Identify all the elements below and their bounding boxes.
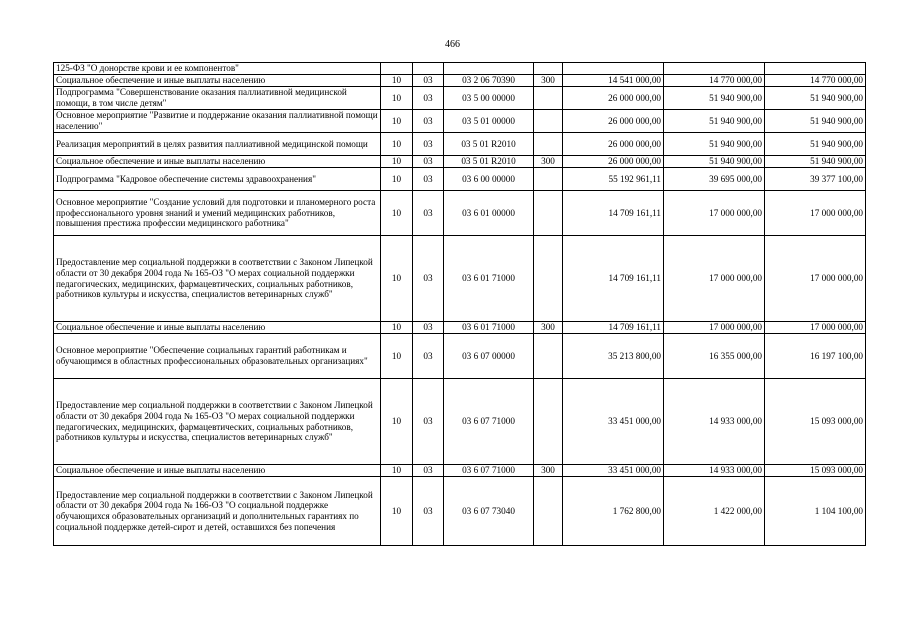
cell-name: Предоставление мер социальной поддержки в соответствии с Законом Липецкой области от 30 декабря 2004 года № 166-ОЗ "О социальной поддержке обучающихся образовательных организаций и дополнительных гарантиях по социальной поддержке детей-сирот и детей, оставшихся без попечения: [54, 477, 381, 546]
cell-amount-year-3: 51 940 900,00: [765, 110, 866, 133]
cell-expense-type: [534, 379, 563, 465]
cell-target-article: 03 6 07 00000: [444, 334, 534, 379]
table-row: [54, 465, 866, 477]
cell-subsection: 03: [413, 156, 444, 168]
cell-expense-type: [534, 87, 563, 110]
cell-amount-year-1: 14 709 161,11: [563, 236, 664, 322]
cell-expense-type: [534, 191, 563, 236]
cell-subsection: 03: [413, 379, 444, 465]
cell-amount-year-3: 17 000 000,00: [765, 191, 866, 236]
cell-amount-year-3: 51 940 900,00: [765, 87, 866, 110]
cell-amount-year-1: 1 762 800,00: [563, 477, 664, 546]
table-body: [54, 63, 866, 546]
cell-amount-year-1: 33 451 000,00: [563, 465, 664, 477]
cell-section: 10: [381, 477, 413, 546]
cell-amount-year-2: 14 770 000,00: [664, 75, 765, 87]
cell-amount-year-2: 16 355 000,00: [664, 334, 765, 379]
cell-amount-year-2: 14 933 000,00: [664, 379, 765, 465]
cell-section: 10: [381, 379, 413, 465]
cell-target-article: 03 6 07 71000: [444, 379, 534, 465]
cell-amount-year-2: 51 940 900,00: [664, 110, 765, 133]
cell-amount-year-1: 55 192 961,11: [563, 168, 664, 191]
table-row: [54, 168, 866, 191]
cell-amount-year-1: 35 213 800,00: [563, 334, 664, 379]
cell-amount-year-1: 14 541 000,00: [563, 75, 664, 87]
cell-section: [381, 63, 413, 75]
cell-section: 10: [381, 465, 413, 477]
table-row: [54, 191, 866, 236]
cell-name: Основное мероприятие "Развитие и поддержание оказания паллиативной помощи населению": [54, 110, 381, 133]
cell-section: 10: [381, 334, 413, 379]
cell-target-article: 03 6 00 00000: [444, 168, 534, 191]
table-row: [54, 156, 866, 168]
cell-name: 125-ФЗ "О донорстве крови и ее компонентов": [54, 63, 381, 75]
cell-name: Предоставление мер социальной поддержки в соответствии с Законом Липецкой области от 30 декабря 2004 года № 165-ОЗ "О мерах социальной поддержки педагогических, медицинских, фармацевтических, социальных работников, работников культуры и искусства, специалистов ветеринарных служб": [54, 379, 381, 465]
cell-target-article: 03 5 01 00000: [444, 110, 534, 133]
cell-name: Социальное обеспечение и иные выплаты населению: [54, 322, 381, 334]
cell-name: Социальное обеспечение и иные выплаты населению: [54, 465, 381, 477]
cell-amount-year-3: 15 093 000,00: [765, 465, 866, 477]
budget-table: [53, 62, 866, 546]
cell-subsection: [413, 63, 444, 75]
table-row: [54, 63, 866, 75]
cell-section: 10: [381, 322, 413, 334]
cell-amount-year-3: [765, 63, 866, 75]
cell-amount-year-3: 1 104 100,00: [765, 477, 866, 546]
cell-amount-year-1: 14 709 161,11: [563, 191, 664, 236]
cell-amount-year-3: 39 377 100,00: [765, 168, 866, 191]
cell-expense-type: [534, 236, 563, 322]
cell-amount-year-2: 39 695 000,00: [664, 168, 765, 191]
cell-amount-year-2: 17 000 000,00: [664, 191, 765, 236]
table-row: [54, 236, 866, 322]
table-row: [54, 75, 866, 87]
cell-amount-year-1: 26 000 000,00: [563, 87, 664, 110]
cell-name: Реализация мероприятий в целях развития паллиативной медицинской помощи: [54, 133, 381, 156]
cell-target-article: 03 6 01 00000: [444, 191, 534, 236]
cell-name: Социальное обеспечение и иные выплаты населению: [54, 156, 381, 168]
cell-section: 10: [381, 87, 413, 110]
cell-amount-year-1: 26 000 000,00: [563, 133, 664, 156]
cell-expense-type: [534, 133, 563, 156]
cell-target-article: 03 6 01 71000: [444, 236, 534, 322]
table-row: [54, 133, 866, 156]
page-number: 466: [445, 39, 460, 50]
cell-target-article: 03 5 01 R2010: [444, 156, 534, 168]
cell-target-article: 03 5 00 00000: [444, 87, 534, 110]
cell-amount-year-2: 51 940 900,00: [664, 87, 765, 110]
cell-target-article: [444, 63, 534, 75]
cell-expense-type: [534, 334, 563, 379]
cell-amount-year-3: 51 940 900,00: [765, 156, 866, 168]
cell-section: 10: [381, 133, 413, 156]
cell-subsection: 03: [413, 110, 444, 133]
cell-name: Основное мероприятие "Обеспечение социальных гарантий работникам и обучающимся в областных профессиональных образовательных организациях": [54, 334, 381, 379]
cell-section: 10: [381, 156, 413, 168]
cell-name: Подпрограмма "Совершенствование оказания паллиативной медицинской помощи, в том числе детям": [54, 87, 381, 110]
cell-amount-year-1: 33 451 000,00: [563, 379, 664, 465]
cell-amount-year-1: [563, 63, 664, 75]
cell-amount-year-3: 17 000 000,00: [765, 322, 866, 334]
cell-expense-type: [534, 110, 563, 133]
table-row: [54, 379, 866, 465]
cell-amount-year-1: 14 709 161,11: [563, 322, 664, 334]
cell-expense-type: 300: [534, 75, 563, 87]
table-row: [54, 110, 866, 133]
cell-subsection: 03: [413, 191, 444, 236]
cell-name: Основное мероприятие "Создание условий для подготовки и планомерного роста профессионального уровня знаний и умений медицинских работников, повышения престижа профессии медицинского работника": [54, 191, 381, 236]
cell-subsection: 03: [413, 75, 444, 87]
cell-target-article: 03 6 07 71000: [444, 465, 534, 477]
cell-amount-year-3: 14 770 000,00: [765, 75, 866, 87]
table-row: [54, 322, 866, 334]
cell-section: 10: [381, 75, 413, 87]
cell-subsection: 03: [413, 87, 444, 110]
cell-subsection: 03: [413, 168, 444, 191]
cell-expense-type: [534, 168, 563, 191]
table-row: [54, 477, 866, 546]
cell-name: Социальное обеспечение и иные выплаты населению: [54, 75, 381, 87]
cell-amount-year-2: [664, 63, 765, 75]
cell-expense-type: [534, 477, 563, 546]
cell-amount-year-3: 15 093 000,00: [765, 379, 866, 465]
cell-name: Подпрограмма "Кадровое обеспечение системы здравоохранения": [54, 168, 381, 191]
cell-subsection: 03: [413, 334, 444, 379]
cell-amount-year-3: 51 940 900,00: [765, 133, 866, 156]
cell-expense-type: 300: [534, 322, 563, 334]
cell-amount-year-2: 17 000 000,00: [664, 322, 765, 334]
table-row: [54, 334, 866, 379]
cell-target-article: 03 6 07 73040: [444, 477, 534, 546]
cell-amount-year-2: 14 933 000,00: [664, 465, 765, 477]
cell-subsection: 03: [413, 477, 444, 546]
cell-amount-year-1: 26 000 000,00: [563, 156, 664, 168]
cell-expense-type: 300: [534, 156, 563, 168]
cell-amount-year-3: 16 197 100,00: [765, 334, 866, 379]
cell-amount-year-2: 51 940 900,00: [664, 133, 765, 156]
cell-name: Предоставление мер социальной поддержки в соответствии с Законом Липецкой области от 30 декабря 2004 года № 165-ОЗ "О мерах социальной поддержки педагогических, медицинских, фармацевтических, социальных работников, работников культуры и искусства, специалистов ветеринарных служб": [54, 236, 381, 322]
cell-subsection: 03: [413, 322, 444, 334]
table-row: [54, 87, 866, 110]
cell-amount-year-2: 1 422 000,00: [664, 477, 765, 546]
cell-amount-year-2: 51 940 900,00: [664, 156, 765, 168]
cell-target-article: 03 5 01 R2010: [444, 133, 534, 156]
cell-section: 10: [381, 110, 413, 133]
cell-amount-year-2: 17 000 000,00: [664, 236, 765, 322]
cell-subsection: 03: [413, 465, 444, 477]
cell-subsection: 03: [413, 133, 444, 156]
cell-amount-year-1: 26 000 000,00: [563, 110, 664, 133]
cell-section: 10: [381, 236, 413, 322]
cell-section: 10: [381, 168, 413, 191]
cell-target-article: 03 2 06 70390: [444, 75, 534, 87]
cell-expense-type: 300: [534, 465, 563, 477]
cell-target-article: 03 6 01 71000: [444, 322, 534, 334]
cell-section: 10: [381, 191, 413, 236]
cell-subsection: 03: [413, 236, 444, 322]
cell-expense-type: [534, 63, 563, 75]
cell-amount-year-3: 17 000 000,00: [765, 236, 866, 322]
